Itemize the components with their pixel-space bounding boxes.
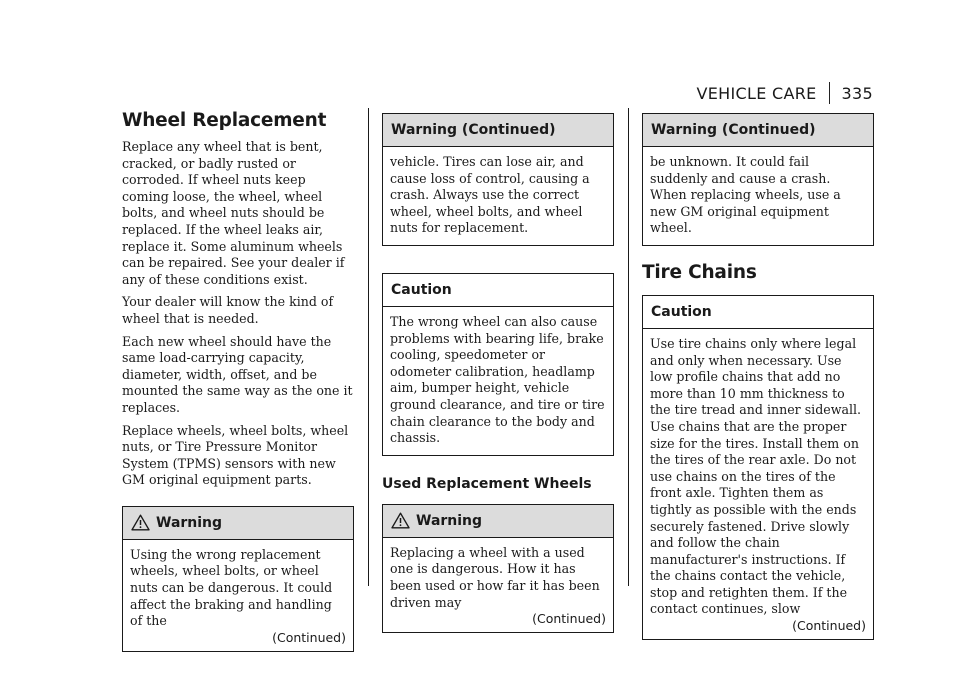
warning-text: Using the wrong replacement wheels, wheel bolts, or wheel nuts can be dangerous. It could affect the braking and handling of the: [130, 546, 333, 629]
caution-box: [382, 273, 614, 456]
warning-box-header: [123, 507, 353, 540]
warning-text: vehicle. Tires can lose air, and cause loss of control, causing a crash. Always use the correct wheel, wheel bolts, and wheel nuts for replacement.: [390, 154, 590, 236]
warning-continued-body: [643, 147, 873, 245]
caution-text: The wrong wheel can also cause problems with bearing life, brake cooling, speedometer or odometer calibration, headlamp aim, bumper height, vehicle ground clearance, and tire or tire chain clearance to the body and chassis.: [390, 313, 605, 446]
warning-text: be unknown. It could fail suddenly and cause a crash. When replacing wheels, use a new GM original equipment wheel.: [650, 154, 841, 236]
column-2: [382, 108, 614, 633]
warning-continued-header: [643, 114, 873, 147]
warning-title: Warning: [156, 514, 223, 531]
section-title: VEHICLE CARE: [696, 83, 817, 103]
warning-box: [122, 506, 354, 652]
heading-used-replacement-wheels: Used Replacement Wheels: [382, 475, 592, 492]
heading-wheel-replacement: Wheel Replacement: [122, 110, 327, 131]
paragraph: Replace any wheel that is bent, cracked, or badly rusted or corroded. If wheel nuts keep coming loose, the wheel, wheel bolts, and wheel nuts should be replaced. If the wheel leaks air, replace it. Some aluminum wheels can be repaired. See your dealer if any of these conditions exist.: [122, 139, 345, 287]
column-3: [642, 108, 874, 640]
warning-continued-title: Warning (Continued): [391, 122, 556, 138]
warning-text: Replacing a wheel with a used one is dangerous. How it has been used or how far it has been driven may: [390, 544, 600, 610]
caution-box: [642, 295, 874, 640]
caution-text: Use tire chains only where legal and only when necessary. Use low profile chains that add no more than 10 mm thickness to the tire tread and inner sidewall. Use chains that are the proper size for the tires. Install them on the tires of the rear axle. Do not use chains on the tires of the front axle. Tighten them as tightly as possible with the ends securely fastened. Drive slowly and follow the chain manufacturer's instructions. If the chains contact the vehicle, stop and retighten them. If the contact continues, slow: [650, 335, 862, 617]
paragraph: Your dealer will know the kind of wheel that is needed.: [122, 294, 334, 326]
warning-continued-body: [383, 147, 613, 245]
warning-continued-header: [383, 114, 613, 147]
caution-box-header: [643, 296, 873, 329]
paragraph: Each new wheel should have the same load-carrying capacity, diameter, width, offset, and be mounted the same way as the one it replaces.: [122, 333, 353, 415]
heading-tire-chains: Tire Chains: [642, 261, 757, 283]
caution-box-body: [643, 329, 873, 639]
warning-continued-box: [642, 113, 874, 246]
continued-label: (Continued): [792, 618, 866, 634]
warning-title: Warning: [416, 512, 483, 529]
column-divider-1: [368, 108, 369, 586]
warning-box-body: [383, 538, 613, 632]
column-1: [122, 108, 354, 652]
warning-continued-title: Warning (Continued): [651, 122, 816, 138]
caution-box-body: [383, 307, 613, 455]
warning-triangle-icon: [391, 512, 410, 529]
warning-box: [382, 504, 614, 633]
continued-label: (Continued): [272, 629, 346, 645]
caution-title: Caution: [651, 303, 712, 320]
warning-box-body: [123, 540, 353, 651]
warning-box-header: [383, 505, 613, 538]
caution-box-header: [383, 274, 613, 307]
column-divider-2: [628, 108, 629, 586]
running-header: [697, 82, 873, 104]
warning-continued-box: [382, 113, 614, 246]
caution-title: Caution: [391, 281, 452, 298]
continued-label: (Continued): [532, 611, 606, 627]
page-number: 335: [841, 83, 873, 103]
paragraph: Replace wheels, wheel bolts, wheel nuts, or Tire Pressure Monitor System (TPMS) sensors with new GM original equipment parts.: [122, 422, 349, 488]
warning-triangle-icon: [131, 514, 150, 531]
